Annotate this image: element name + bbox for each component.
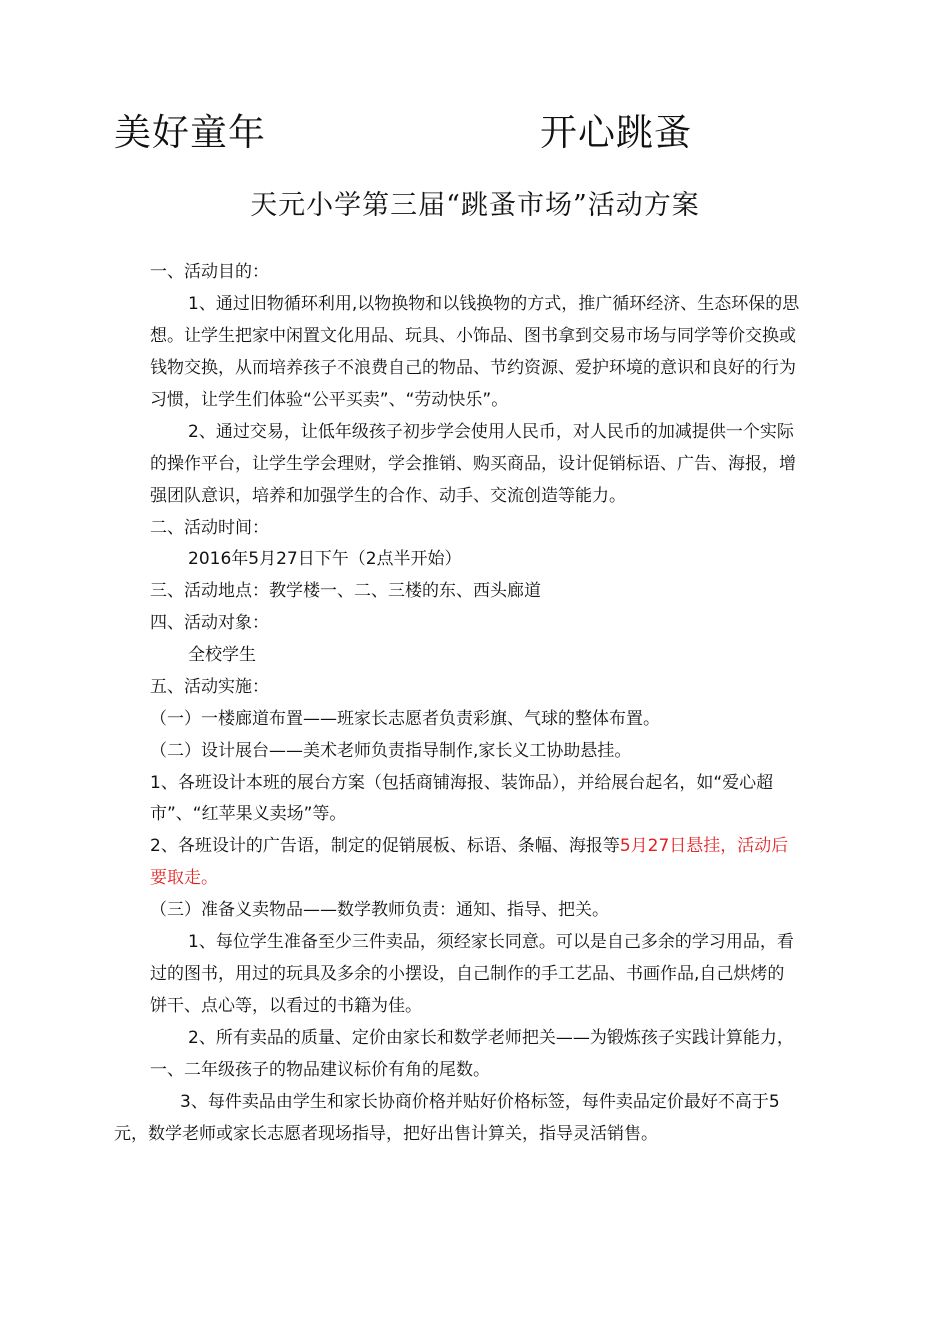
title-left: 美好童年 <box>114 111 266 154</box>
paragraph-line: 2、通过交易，让低年级孩子初步学会使用人民币，对人民币的加减提供一个实际 <box>188 422 794 442</box>
paragraph-line: 1、每位学生准备至少三件卖品，须经家长同意。可以是自己多余的学习用品，看 <box>188 932 794 952</box>
section-2-heading: 二、活动时间： <box>150 518 269 538</box>
section-3-location: 三、活动地点：教学楼一、二、三楼的东、西头廊道 <box>150 581 541 601</box>
highlight-text: 要取走。 <box>150 868 218 888</box>
paragraph-line: 1、通过旧物循环利用,以物换物和以钱换物的方式，推广循环经济、生态环保的思 <box>188 294 800 314</box>
activity-target: 全校学生 <box>188 645 256 665</box>
document-subtitle: 天元小学第三届“跳蚤市场”活动方案 <box>250 190 700 221</box>
paragraph-line: 2、所有卖品的质量、定价由家长和数学老师把关——为锻炼孩子实践计算能力， <box>188 1028 794 1048</box>
paragraph-text: 2、各班设计的广告语，制定的促销展板、标语、条幅、海报等 <box>150 836 620 856</box>
section-5-heading: 五、活动实施： <box>150 677 269 697</box>
paragraph-line: 想。让学生把家中闲置文化用品、玩具、小饰品、图书拿到交易市场与同学等价交换或 <box>150 326 796 346</box>
highlight-text: 5月27日悬挂，活动后 <box>619 836 789 856</box>
paragraph-line: 1、各班设计本班的展台方案（包括商铺海报、装饰品），并给展台起名，如“爱心超 <box>150 773 774 793</box>
section-4-heading: 四、活动对象： <box>150 613 269 633</box>
paragraph-line: 过的图书，用过的玩具及多余的小摆设，自己制作的手工艺品、书画作品,自己烘烤的 <box>150 964 785 984</box>
activity-time: 2016年5月27日下午（2点半开始） <box>188 549 462 569</box>
paragraph-line: 市”、“红苹果义卖场”等。 <box>150 804 347 824</box>
paragraph-line: 强团队意识，培养和加强学生的合作、动手、交流创造等能力。 <box>150 486 626 506</box>
paragraph-line: 3、每件卖品由学生和家长协商价格并贴好价格标签，每件卖品定价最好不高于5 <box>180 1092 780 1112</box>
paragraph-line: 钱物交换，从而培养孩子不浪费自己的物品、节约资源、爱护环境的意识和良好的行为 <box>150 358 796 378</box>
subsection-2: （二）设计展台——美术老师负责指导制作,家长义工协助悬挂。 <box>150 741 632 761</box>
subsection-3: （三）准备义卖物品——数学教师负责：通知、指导、把关。 <box>150 900 609 920</box>
paragraph-line: 习惯，让学生们体验“公平买卖”、“劳动快乐”。 <box>150 390 509 410</box>
paragraph-line: 饼干、点心等，以看过的书籍为佳。 <box>150 996 422 1016</box>
paragraph-line: 的操作平台，让学生学会理财，学会推销、购买商品，设计促销标语、广告、海报，增 <box>150 454 796 474</box>
paragraph-line: 元，数学老师或家长志愿者现场指导，把好出售计算关，指导灵活销售。 <box>114 1124 658 1144</box>
subsection-1: （一）一楼廊道布置——班家长志愿者负责彩旗、气球的整体布置。 <box>150 709 660 729</box>
paragraph-line: 一、二年级孩子的物品建议标价有角的尾数。 <box>150 1060 490 1080</box>
title-right: 开心跳蚤 <box>540 111 692 154</box>
paragraph-line <box>150 834 788 858</box>
section-1-heading: 一、活动目的： <box>150 262 269 282</box>
